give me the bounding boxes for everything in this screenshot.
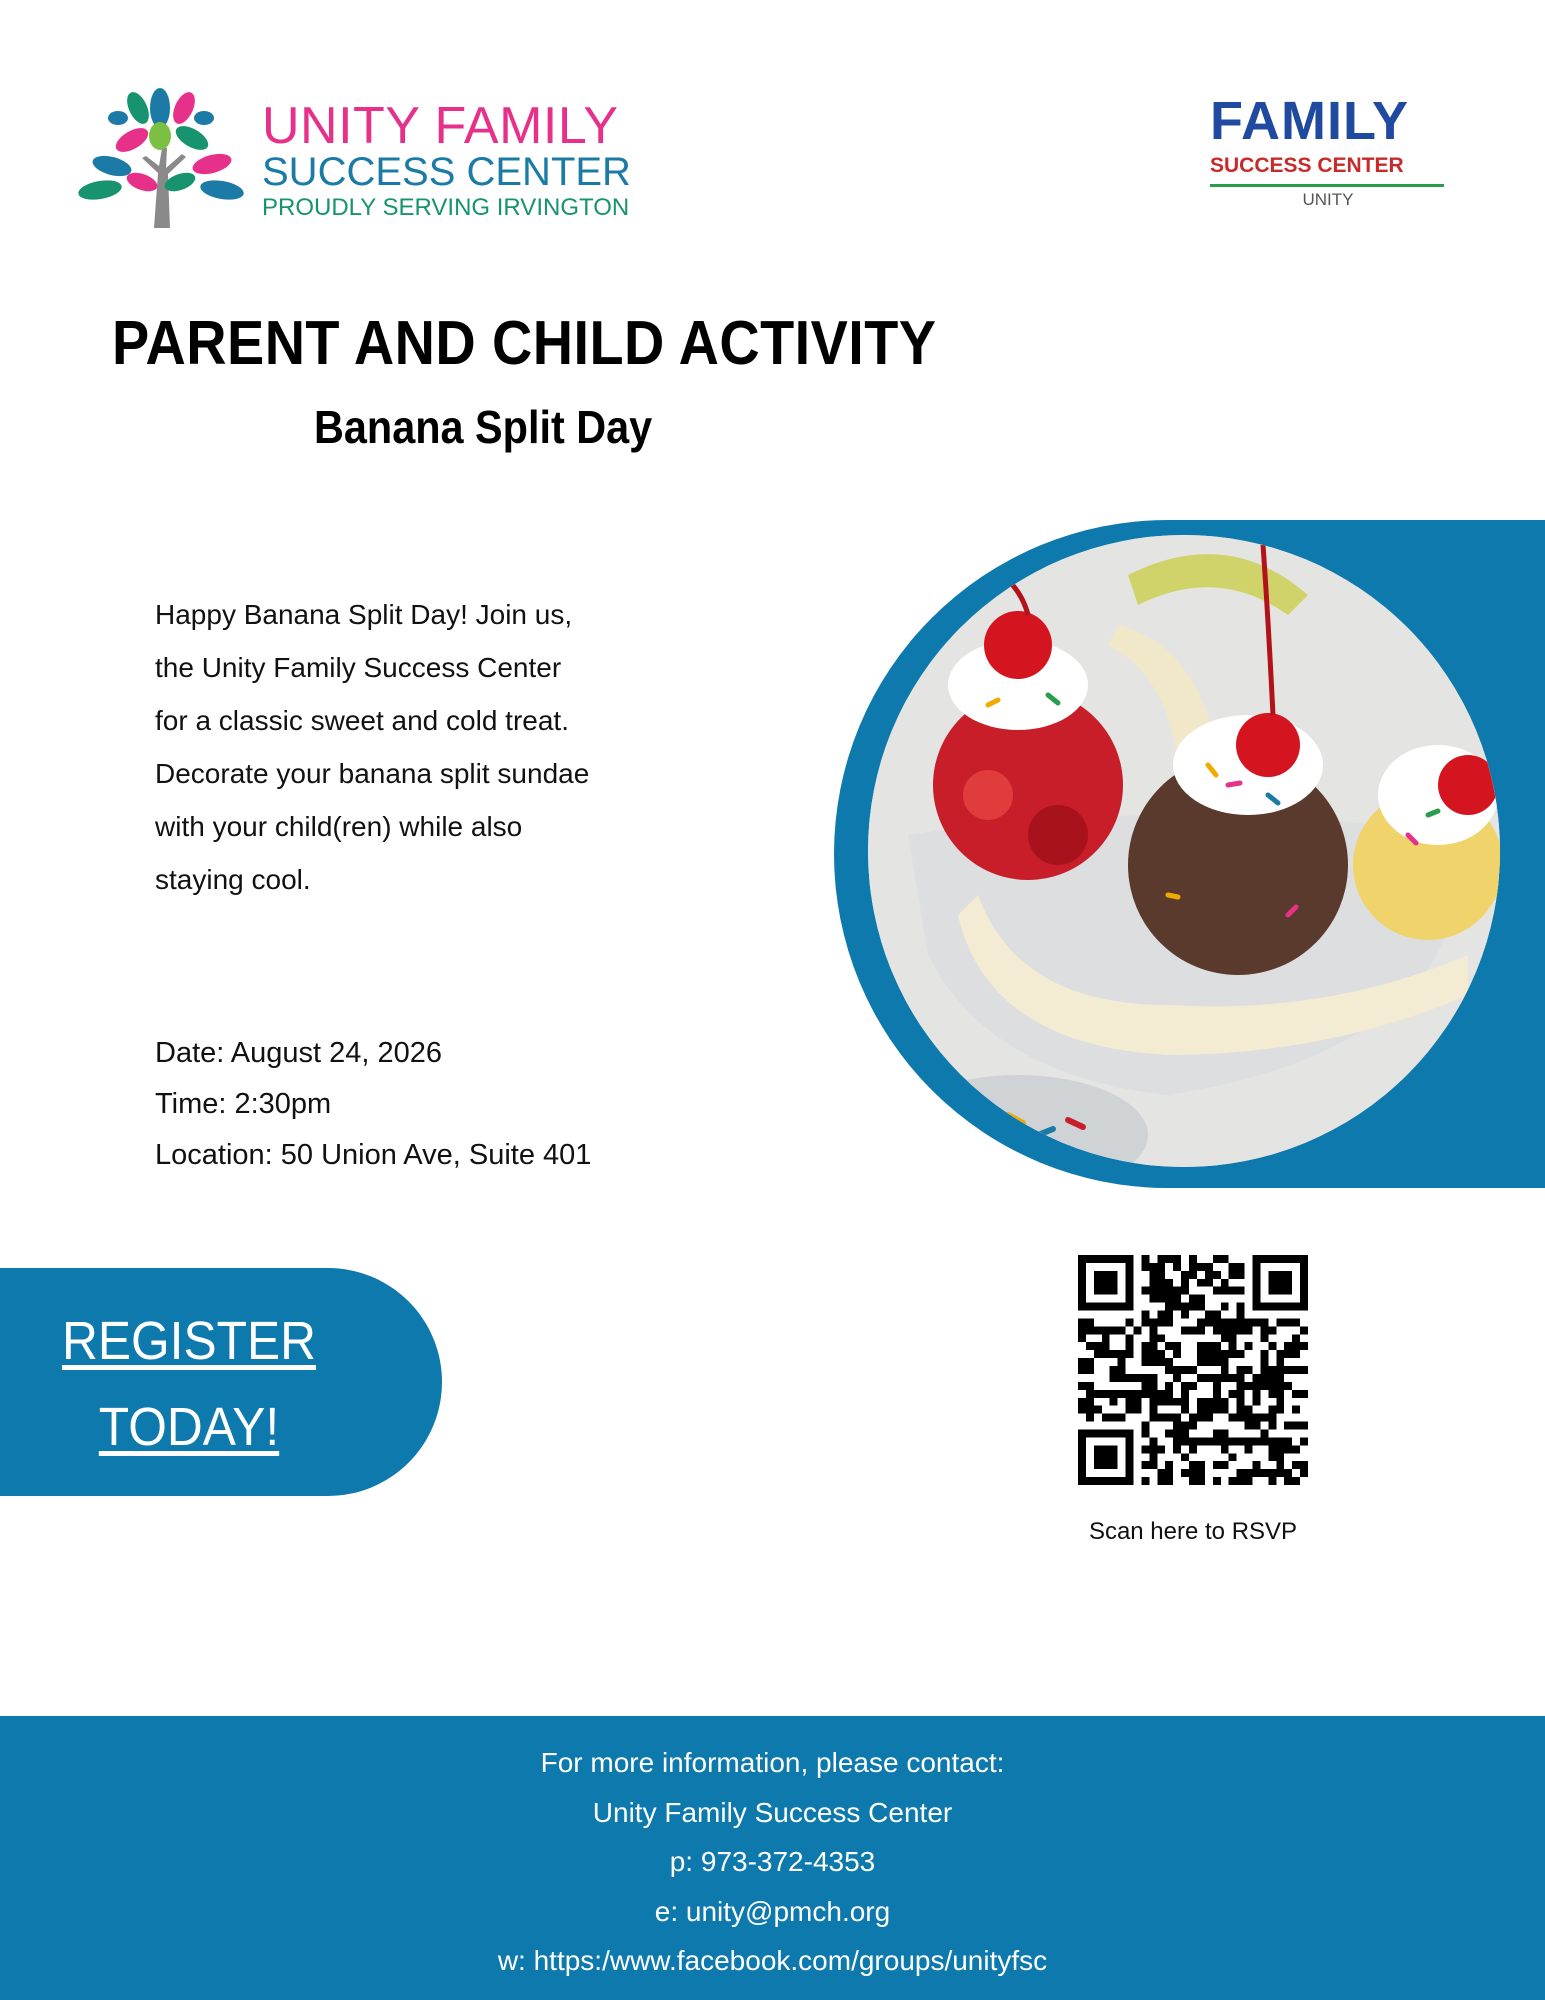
description-line: staying cool. (155, 864, 311, 895)
banana-split-photo (868, 535, 1500, 1167)
unity-family-success-center-logo (72, 78, 672, 228)
register-label-line2: TODAY! (98, 1397, 280, 1457)
logo-divider (1210, 184, 1444, 187)
register-today-button[interactable] (0, 1268, 442, 1496)
footer-org-name: Unity Family Success Center (592, 1796, 953, 1828)
qr-code-icon[interactable] (1078, 1255, 1308, 1485)
footer-text-block (0, 1738, 1545, 1986)
family-success-center-logo (1208, 68, 1448, 218)
page-subtitle: Banana Split Day (314, 401, 653, 453)
logo-line-success-center: SUCCESS CENTER (262, 150, 631, 194)
description-line: Decorate your banana split sundae (155, 758, 590, 789)
description-line: with your child(ren) while also (155, 811, 523, 842)
event-description (155, 588, 655, 906)
event-time: Time: 2:30pm (155, 1088, 332, 1120)
event-date: Date: August 24, 2026 (155, 1037, 442, 1069)
logo-unity-word: UNITY (1302, 190, 1354, 209)
logo-success-center-word: SUCCESS CENTER (1210, 154, 1404, 177)
register-label-line1: REGISTER (62, 1311, 316, 1371)
logo-line-unity-family: UNITY FAMILY (262, 97, 619, 155)
event-details (155, 1028, 591, 1181)
logo-line-proudly-serving: PROUDLY SERVING IRVINGTON (262, 194, 630, 221)
qr-caption: Scan here to RSVP (1088, 1518, 1298, 1545)
footer-email[interactable]: e: unity@pmch.org (654, 1895, 891, 1927)
logo-family-word: FAMILY (1210, 91, 1410, 151)
description-line: the Unity Family Success Center (155, 652, 562, 683)
tree-icon (72, 78, 248, 228)
footer-contact-heading: For more information, please contact: (540, 1747, 1005, 1778)
description-line: for a classic sweet and cold treat. (155, 705, 569, 736)
description-line: Happy Banana Split Day! Join us, (155, 599, 573, 630)
banana-split-illustration (868, 535, 1500, 1167)
event-location: Location: 50 Union Ave, Suite 401 (155, 1139, 592, 1171)
contact-footer (0, 1716, 1545, 2000)
footer-phone: p: 973-372-4353 (669, 1846, 876, 1877)
page-title: PARENT AND CHILD ACTIVITY (112, 309, 937, 378)
footer-website[interactable]: w: https:/www.facebook.com/groups/unityfsc (497, 1945, 1048, 1976)
